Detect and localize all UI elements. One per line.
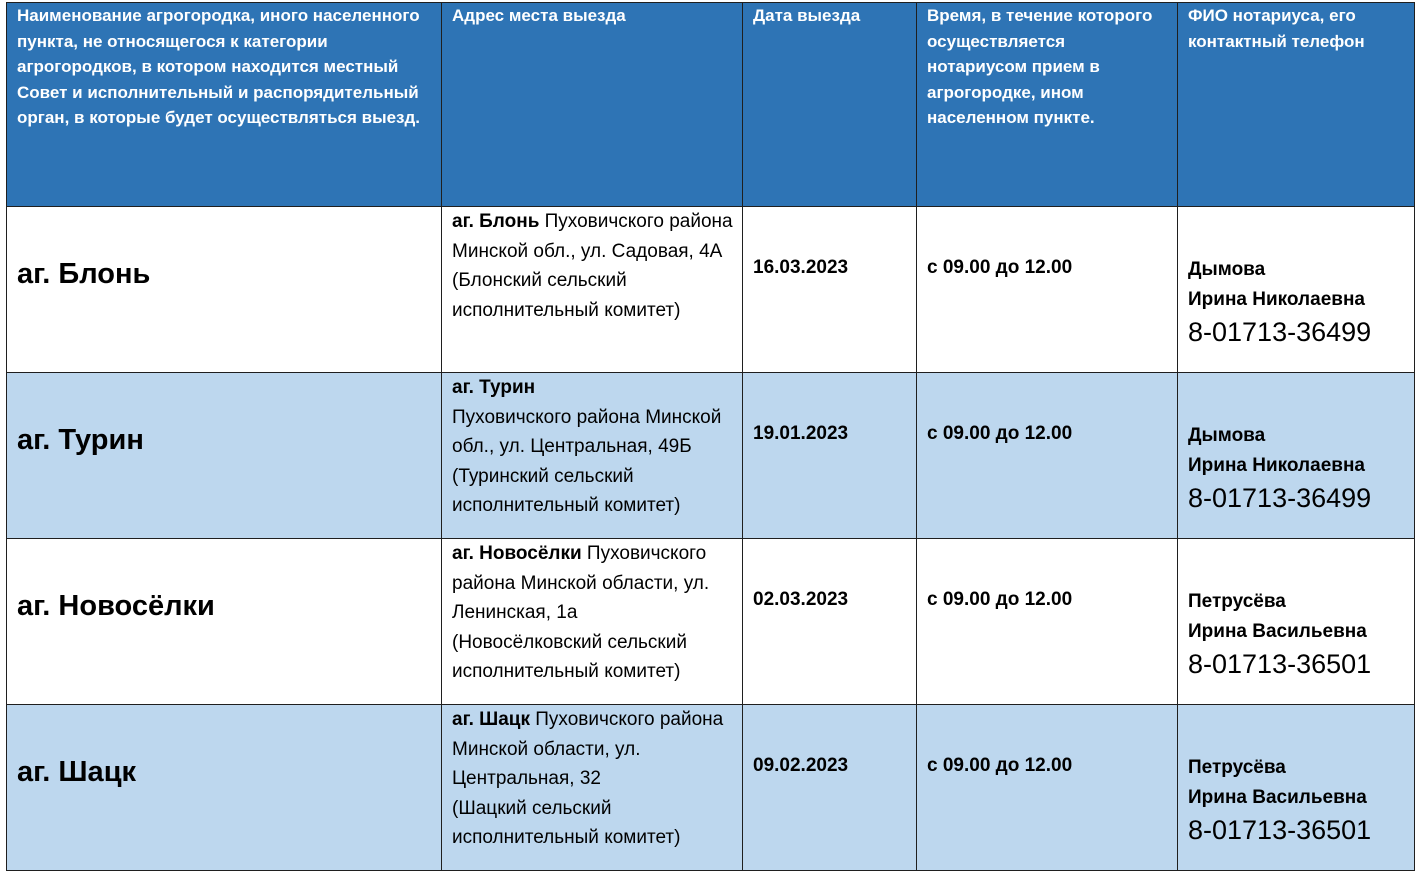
notary-surname: Петрусёва [1188, 757, 1286, 778]
address-council: (Шацкий сельский исполнительный комитет) [452, 797, 681, 848]
date-cell: 09.02.2023 [743, 705, 917, 871]
header-row [7, 3, 1415, 207]
header-place: Наименование агрогородка, иного населенного пункта, не относящегося к категории агрогородков, в котором находится местный Совет и исполнительный и распорядительный орган, в которые будет осуществляться выезд. [7, 3, 442, 207]
address-settlement: аг. Шацк [452, 709, 530, 730]
notary-cell [1178, 705, 1415, 871]
table-row [7, 539, 1415, 705]
date-cell: 19.01.2023 [743, 373, 917, 539]
date-cell: 16.03.2023 [743, 207, 917, 373]
notary-given-name: Ирина Николаевна [1188, 288, 1365, 310]
date-cell: 02.03.2023 [743, 539, 917, 705]
table-row [7, 207, 1415, 373]
header-date: Дата выезда [743, 3, 917, 207]
address-settlement: аг. Новосёлки [452, 543, 582, 564]
notary-given-name: Ирина Васильевна [1188, 620, 1367, 642]
notary-surname: Петрусёва [1188, 591, 1286, 612]
notary-cell [1178, 207, 1415, 373]
notary-surname: Дымова [1188, 425, 1266, 446]
time-cell: с 09.00 до 12.00 [917, 705, 1178, 871]
address-settlement: аг. Блонь [452, 211, 540, 232]
address-details: Пуховичского района Минской области, ул. Ленинская, 1а [452, 543, 710, 623]
address-cell [442, 705, 743, 871]
time-cell: с 09.00 до 12.00 [917, 373, 1178, 539]
place-cell: аг. Блонь [7, 207, 442, 373]
notary-cell [1178, 539, 1415, 705]
address-council: (Блонский сельский исполнительный комитет) [452, 270, 681, 321]
notary-given-name: Ирина Васильевна [1188, 786, 1367, 808]
place-cell: аг. Шацк [7, 705, 442, 871]
address-details: Пуховичского района Минской области, ул. Центральная, 32 [452, 709, 724, 789]
place-cell: аг. Новосёлки [7, 539, 442, 705]
header-time: Время, в течение которого осуществляется нотариусом прием в агрогородке, ином населенном пункте. [917, 3, 1178, 207]
notary-surname: Дымова [1188, 259, 1266, 280]
time-cell: с 09.00 до 12.00 [917, 539, 1178, 705]
address-council: (Туринский сельский исполнительный комитет) [452, 465, 681, 516]
notary-given-name: Ирина Николаевна [1188, 454, 1365, 476]
address-details: Пуховичского района Минской обл., ул. Садовая, 4А [452, 211, 733, 262]
address-details: Пуховичского района Минской обл., ул. Центральная, 49Б [452, 406, 722, 457]
notary-schedule-table [6, 2, 1415, 871]
notary-cell [1178, 373, 1415, 539]
notary-phone: 8-01713-36501 [1188, 649, 1372, 679]
table-row [7, 373, 1415, 539]
address-council: (Новосёлковский сельский исполнительный комитет) [452, 631, 687, 682]
notary-phone: 8-01713-36501 [1188, 815, 1372, 845]
address-cell [442, 539, 743, 705]
address-cell [442, 207, 743, 373]
notary-phone: 8-01713-36499 [1188, 483, 1372, 513]
header-address: Адрес места выезда [442, 3, 743, 207]
place-cell: аг. Турин [7, 373, 442, 539]
address-cell [442, 373, 743, 539]
address-settlement: аг. Турин [452, 377, 536, 398]
table-row [7, 705, 1415, 871]
time-cell: с 09.00 до 12.00 [917, 207, 1178, 373]
header-notary: ФИО нотариуса, его контактный телефон [1178, 3, 1415, 207]
notary-phone: 8-01713-36499 [1188, 317, 1372, 347]
